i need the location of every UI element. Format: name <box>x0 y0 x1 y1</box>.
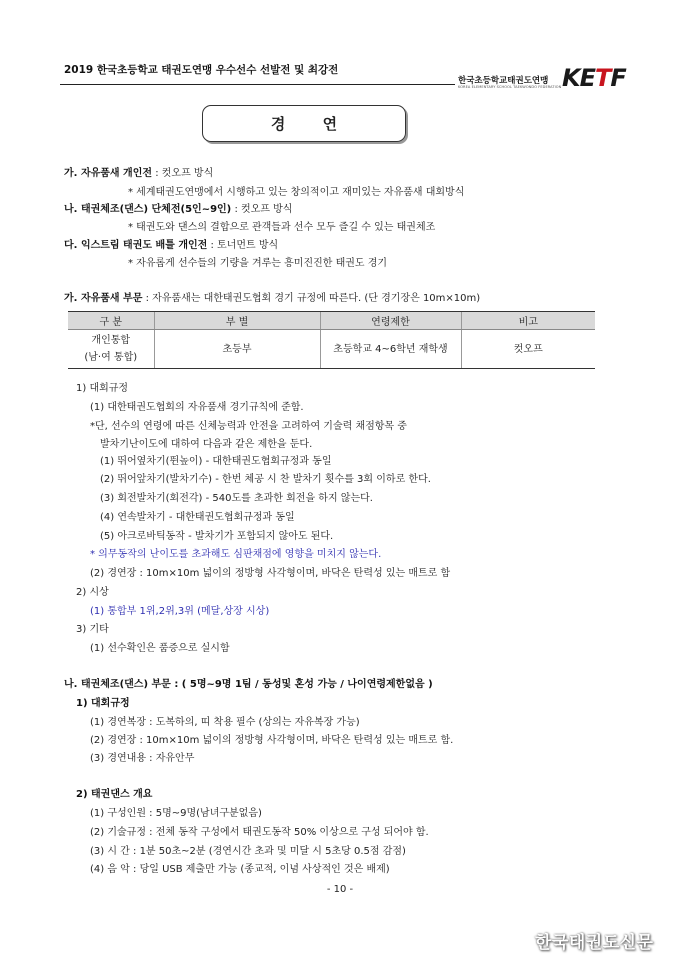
logo-english-name: KOREA ELEMENTARY SCHOOL TAEKWONDO FEDERATION <box>458 85 562 89</box>
dance-overview-heading: 2) 태권댄스 개요 <box>76 789 153 800</box>
dance-rules-heading: 1) 대회규정 <box>76 698 130 709</box>
table-header-note: 비고 <box>461 312 595 330</box>
table-cell-note: 컷오프 <box>461 330 595 369</box>
kick-limit-3: (3) 회전발차기(회전각) - 540도를 초과한 회전을 하지 않는다. <box>100 493 373 504</box>
page-number: - 10 - <box>326 884 354 895</box>
dance-rule-1: (1) 경연복장 : 도복하의, 띠 착용 필수 (상의는 자유복장 가능) <box>90 717 360 728</box>
event-da-desc: * 자유롭게 선수들의 기량을 겨루는 흥미진진한 태권도 경기 <box>128 258 388 269</box>
table-header-age: 연령제한 <box>320 312 461 330</box>
table-cell-division: 초등부 <box>154 330 320 369</box>
kick-limit-2: (2) 뛰어앞차기(발차기수) - 한번 체공 시 찬 발차기 횟수를 3회 이하로 한다. <box>100 474 431 485</box>
document-header-title: 2019 한국초등학교 태권도연맹 우수선수 선발전 및 최강전 <box>64 64 339 76</box>
awards-detail: (1) 통합부 1위,2위,3위 (메달,상장 시상) <box>90 606 270 617</box>
table-cell-age: 초등학교 4~6학년 재학생 <box>320 330 461 369</box>
mandatory-move-note: * 의무동작의 난이도를 초과해도 심판채점에 영향을 미치지 않는다. <box>90 549 382 560</box>
dance-overview-3: (3) 시 간 : 1분 50초~2분 (경연시간 초과 및 미달 시 5초당 0.5점 감점) <box>90 846 406 857</box>
newspaper-watermark: 한국태권도신문 <box>535 933 654 953</box>
table-header-category: 구 분 <box>68 312 154 330</box>
kick-limit-1: (1) 뛰어옆차기(뛴높이) - 대한태권도협회규정과 동일 <box>100 456 332 467</box>
event-na-desc: * 태권도와 댄스의 결합으로 관객들과 선수 모두 즐길 수 있는 태권체조 <box>128 222 436 233</box>
dance-overview-1: (1) 구성인원 : 5명~9명(남녀구분없음) <box>90 808 262 819</box>
freestyle-heading: 가. 자유품새 부문 : 자유품새는 대한태권도협회 경기 규정에 따른다. (단 경기장은 10m×10m) <box>64 293 481 304</box>
division-table <box>68 311 595 369</box>
freestyle-rules-heading: 1) 대회규정 <box>76 383 129 394</box>
freestyle-rule-note: *단, 선수의 연령에 따른 신체능력과 안전을 고려하여 기술력 채점항목 중 <box>90 421 407 432</box>
dance-overview-4: (4) 음 악 : 당일 USB 제출만 가능 (종교적, 이념 사상적인 것은 배제) <box>90 864 390 875</box>
federation-logo <box>458 64 626 94</box>
section-title: 경 연 <box>202 105 406 142</box>
etc-detail: (1) 선수확인은 품증으로 실시함 <box>90 643 230 654</box>
event-ga-desc: * 세계태권도연맹에서 시행하고 있는 창의적이고 재미있는 자유품새 대회방식 <box>128 187 465 198</box>
dance-heading: 나. 태권체조(댄스) 부문 : ( 5명~9명 1팀 / 동성및 혼성 가능 / 나이연령제한없음 ) <box>64 679 433 690</box>
freestyle-rule-note-cont: 발차기난이도에 대하여 다음과 같은 제한을 둔다. <box>100 439 313 450</box>
table-row <box>68 330 595 369</box>
etc-heading: 3) 기타 <box>76 624 109 635</box>
logo-mark: KETF <box>562 64 626 92</box>
dance-rule-2: (2) 경연장 : 10m×10m 넓이의 정방형 사각형이며, 바닥은 탄력성 있는 매트로 함. <box>90 735 454 746</box>
table-cell-category: 개인통합 (남·여 통합) <box>68 330 154 369</box>
logo-korean-name: 한국초등학교태권도연맹 <box>458 76 549 86</box>
awards-heading: 2) 시상 <box>76 587 109 598</box>
table-header-division: 부 별 <box>154 312 320 330</box>
kick-limit-5: (5) 아크로바틱동작 - 발차기가 포함되지 않아도 된다. <box>100 531 334 542</box>
freestyle-venue: (2) 경연장 : 10m×10m 넓이의 정방형 사각형이며, 바닥은 탄력성 있는 매트로 함 <box>90 568 451 579</box>
kick-limit-4: (4) 연속발차기 - 대한태권도협회규정과 동일 <box>100 512 295 523</box>
event-da: 다. 익스트림 태권도 배틀 개인전 : 토너먼트 방식 <box>64 240 279 251</box>
dance-overview-2: (2) 기술규정 : 전체 동작 구성에서 태권도동작 50% 이상으로 구성 되어야 함. <box>90 827 429 838</box>
header-divider <box>60 84 455 85</box>
dance-rule-3: (3) 경연내용 : 자유안무 <box>90 753 195 764</box>
table-header-row <box>68 312 595 330</box>
event-ga: 가. 자유품새 개인전 : 컷오프 방식 <box>64 168 214 179</box>
event-na: 나. 태권체조(댄스) 단체전(5인~9인) : 컷오프 방식 <box>64 204 293 215</box>
freestyle-rule-1: (1) 대한태권도협회의 자유품새 경기규칙에 준함. <box>90 402 304 413</box>
